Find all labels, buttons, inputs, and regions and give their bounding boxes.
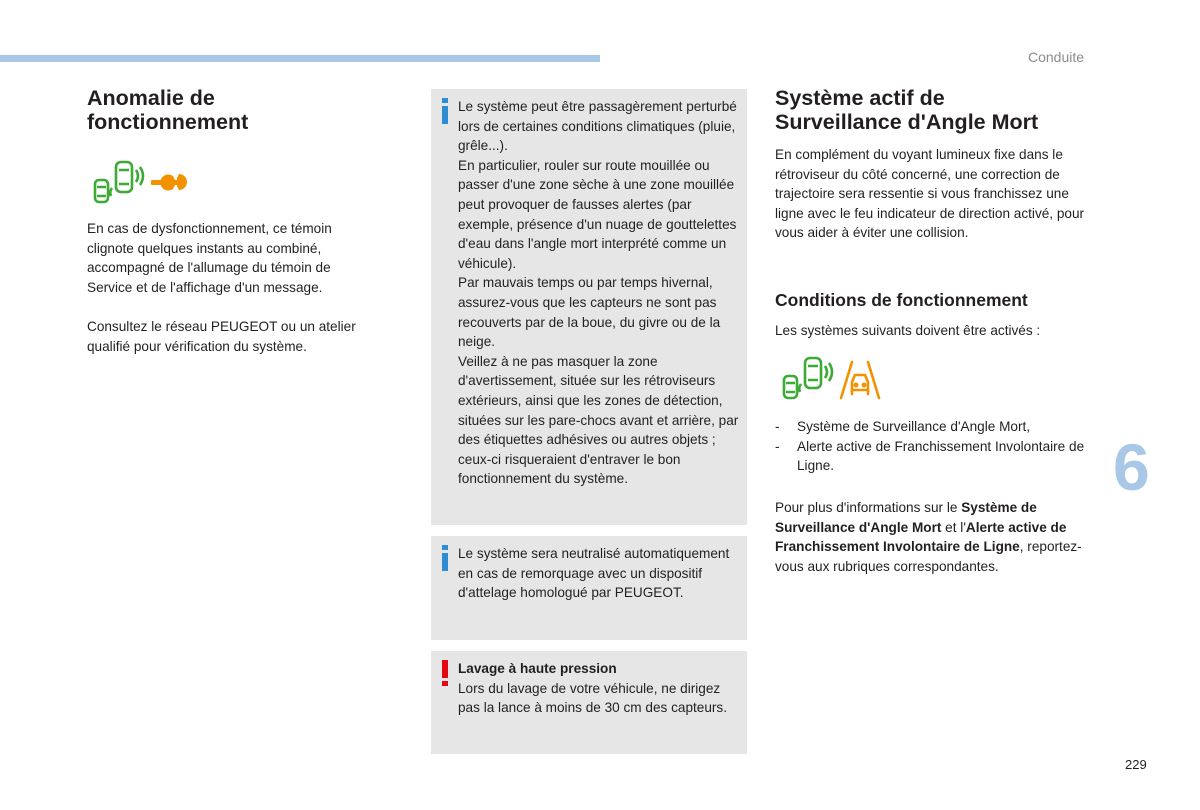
header-accent-bar [0,55,600,62]
section-label: Conduite [1028,49,1085,65]
more-info-text: Pour plus d'informations sur le [775,500,962,515]
more-info-bold: Alerte active de Franchissement Involontaire de Ligne [775,519,1067,555]
required-systems-list [775,417,1095,476]
info-para: Veillez à ne pas masquer la zone d'avertissement, située sur les rétroviseurs extérieurs, ainsi que les zones de détection, situées sur les pare-chocs avant et arrière, par des étiquettes adhésives ou autres objets ; ceux-ci risqueraient d'entraver le bon fonctionnement du système. [458,353,739,487]
right-title-line2: Surveillance d'Angle Mort [775,110,1039,134]
left-para-consult: Consultez le réseau PEUGEOT ou un atelier qualifié pour vérification du système. [87,319,356,354]
more-info-bold: Système de Surveillance d'Angle Mort [775,500,1037,535]
info-box-towing-text: Le système sera neutralisé automatiquement en cas de remorquage avec un dispositif d'attelage homologué par PEUGEOT. [458,546,730,601]
more-info-text: et l' [941,519,966,535]
right-para-intro: En complément du voyant lumineux fixe dans le rétroviseur du côté concerné, une correction de trajectoire sera ressentie si vous franchissez une ligne avec le feu indicateur de direction activé, pour vous aider à éviter une collision. [775,147,1085,241]
service-wrench-icon [149,172,189,192]
left-title-line1: Anomalie de [87,86,215,110]
right-title-line1: Système actif de [775,86,945,110]
page-number: 229 [1125,757,1147,772]
info-box-towing [431,536,747,640]
warning-box-body: Lors du lavage de votre véhicule, ne dirigez pas la lance à moins de 30 cm des capteurs. [458,680,728,716]
conditions-subtitle: Conditions de fonctionnement [775,290,1028,310]
info-icon [440,98,450,124]
left-title [87,86,248,134]
info-icon [440,545,450,571]
lane-departure-icon [838,360,882,400]
warning-box-washing [431,651,747,754]
right-para-more-info [775,498,1095,576]
right-title [775,86,1038,134]
conditions-intro: Les systèmes suivants doivent être activés : [775,323,1041,338]
info-box-weather-text [458,97,741,489]
list-item-text: Système de Surveillance d'Angle Mort, [797,419,1031,434]
left-para-malfunction: En cas de dysfonctionnement, ce témoin clignote quelques instants au combiné, accompagné de l'allumage du témoin de Service et de l'affichage d'un message. [87,221,332,295]
info-para: Le système peut être passagèrement perturbé lors de certaines conditions climatiques (pluie, grêle...). [458,99,737,154]
blind-spot-warning-icon [779,354,835,402]
list-dash: - [775,419,780,434]
info-para: En particulier, rouler sur route mouillée ou passer d'une zone sèche à une zone mouillée peut provoquer de fausses alertes (par exemple, présence d'un nuage de gouttelettes d'eau dans l'angle mort interprété comme un véhicule). [458,157,737,271]
warning-icon [440,660,450,686]
blind-spot-warning-icon [90,158,146,206]
list-item-text: Alerte active de Franchissement Involontaire de Ligne. [797,438,1085,474]
info-box-weather [431,89,747,525]
warning-box-title: Lavage à haute pression [458,661,617,676]
warning-box-washing-text [458,659,741,718]
left-title-line2: fonctionnement [87,110,249,134]
list-item [775,437,1095,476]
chapter-number: 6 [1113,430,1150,504]
list-dash: - [775,438,780,454]
more-info-text: , reportez-vous aux rubriques correspondantes. [775,539,1082,574]
info-para: Par mauvais temps ou par temps hivernal, assurez-vous que les capteurs ne sont pas recouverts par de la boue, du givre ou de la neige. [458,275,721,350]
list-item [775,417,1095,437]
